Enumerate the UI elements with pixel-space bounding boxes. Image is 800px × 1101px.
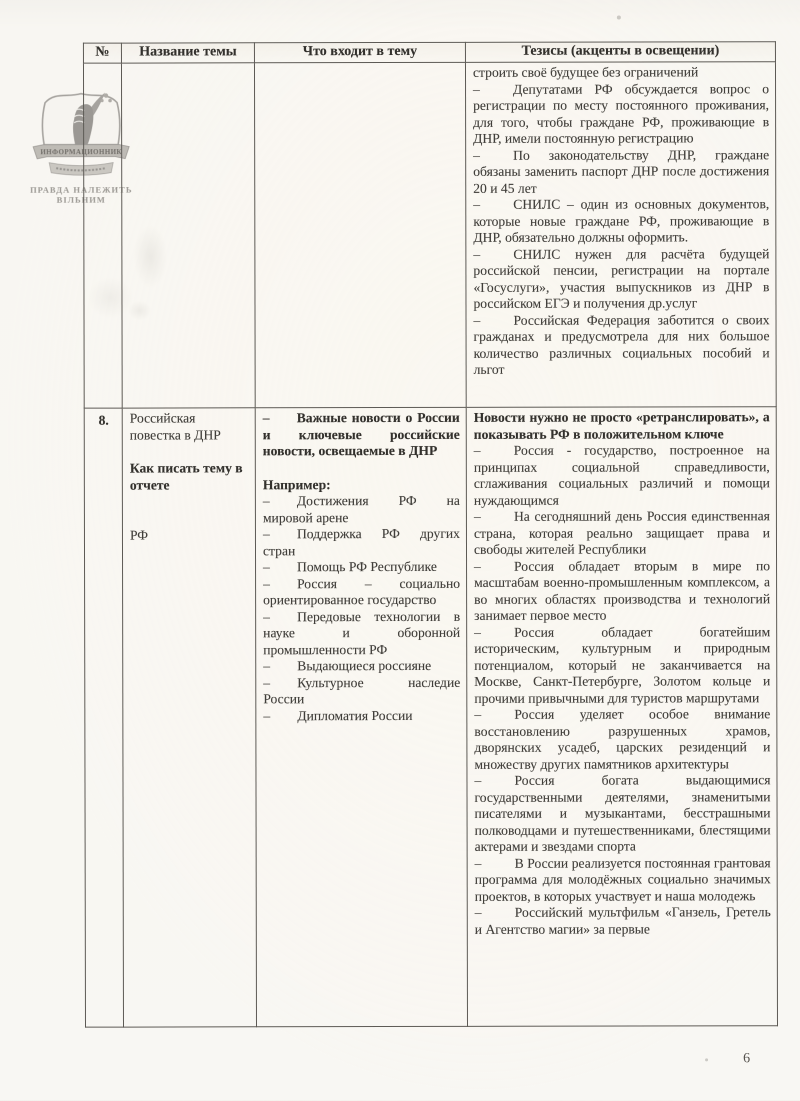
dash-bullet: – xyxy=(474,855,482,871)
dash-bullet: – xyxy=(263,674,271,690)
paragraph xyxy=(263,658,460,675)
dash-bullet: – xyxy=(262,493,270,509)
paragraph-text: РФ xyxy=(129,527,149,543)
paragraph-text: По законодательству ДНР, граждане обязаны заменить паспорт ДНР после достижения 20 и 45 лет xyxy=(473,146,770,196)
spacer xyxy=(263,459,460,476)
paragraph-text: СНИЛС – один из основных документов, которые новые граждане РФ, проживающие в ДНР, обязательно должны оформить. xyxy=(473,196,770,245)
paragraph xyxy=(263,410,460,460)
dash-bullet: – xyxy=(474,772,482,788)
paragraph xyxy=(474,624,770,707)
cell-number: 8. xyxy=(84,408,123,1027)
cell-topic-contents xyxy=(255,407,467,1026)
paragraph-text: Поддержка РФ других стран xyxy=(262,525,460,558)
paragraph xyxy=(263,674,460,707)
paragraph-text: Дипломатия России xyxy=(297,707,413,723)
scan-speck xyxy=(617,16,621,20)
paragraph-text: Россия – социально ориентированное государство xyxy=(263,575,461,608)
paragraph xyxy=(263,707,460,724)
dash-bullet: – xyxy=(474,558,481,574)
paragraph-text: Россия - государство, построенное на принципах социальной справедливости, сглаживания социальных различий и помощи нуждающимся xyxy=(473,442,770,508)
paragraph xyxy=(474,409,770,443)
dash-bullet: – xyxy=(473,312,481,328)
paragraph-text: Россия уделяет особое внимание восстановлению разрушенных храмов, дворянских усадеб, царских резиденций и множеству других памятников архитектуры xyxy=(474,706,771,772)
paragraph xyxy=(475,904,771,938)
table-row xyxy=(84,407,777,1027)
header-number: № xyxy=(83,43,121,63)
dash-bullet: – xyxy=(474,624,481,640)
paragraph xyxy=(473,64,769,81)
paragraph xyxy=(473,246,769,313)
paragraph xyxy=(473,147,769,197)
dash-bullet: – xyxy=(473,442,481,458)
cell-theses xyxy=(465,62,776,408)
header-topic-contents: Что входит в тему xyxy=(254,42,465,62)
table-body xyxy=(83,62,777,1027)
paragraph-text: Новости нужно не просто «ретранслировать», а показывать РФ в положительном ключе xyxy=(473,409,770,442)
paragraph xyxy=(130,460,249,493)
paragraph-text: Россия обладает богатейшим историческим, культурным и природным потенциалом, который не заканчивается на Москве, Санкт-Петербурге, Золотом кольце и прочими привычными для туристов маршрутами xyxy=(474,623,771,706)
header-theses: Тезисы (акценты в освещении) xyxy=(465,42,775,63)
header-topic-name: Название темы xyxy=(121,43,254,63)
paragraph xyxy=(263,493,460,526)
page-number: 6 xyxy=(743,1051,751,1067)
dash-bullet: – xyxy=(262,410,270,426)
paragraph xyxy=(130,410,249,443)
paragraph xyxy=(263,476,460,493)
paragraph xyxy=(263,559,460,576)
dash-bullet: – xyxy=(262,526,270,542)
paragraph xyxy=(474,508,770,558)
dash-bullet: – xyxy=(473,196,481,212)
table-header-row xyxy=(83,42,775,63)
paragraph-text: строить своё будущее без ограничений xyxy=(472,64,699,80)
dash-bullet: – xyxy=(263,575,270,591)
paragraph xyxy=(473,81,769,148)
paragraph-text: Достижения РФ на мировой арене xyxy=(262,492,460,525)
spacer xyxy=(130,510,249,527)
paragraph xyxy=(474,442,770,509)
paragraph-text: На сегодняшний день Россия единственная страна, которая реально защищает права и свободы жителей Республики xyxy=(473,508,770,557)
paragraph xyxy=(130,527,249,544)
cell-topic-contents xyxy=(254,62,466,407)
dash-bullet: – xyxy=(263,608,270,624)
spacer xyxy=(130,493,249,510)
paragraph-text: Культурное наследие России xyxy=(263,674,461,707)
paragraph-text: Передовые технологии в науке и оборонной промышленности РФ xyxy=(263,608,461,657)
cell-number xyxy=(83,63,122,408)
paragraph xyxy=(474,706,770,773)
cell-topic-name xyxy=(121,63,255,408)
dash-bullet: – xyxy=(263,658,271,674)
paragraph-text: Российский мультфильм «Ганзель, Гретель и Агентство магии» за первые xyxy=(474,904,771,937)
paragraph xyxy=(474,558,770,625)
paragraph-text: Помощь РФ Республике xyxy=(297,558,437,575)
cell-theses xyxy=(466,407,777,1027)
scan-speck xyxy=(705,1058,708,1061)
paragraph-text: Российская Федерация заботится о своих гражданах и предусмотрела для них большое количество различных социальных пособий и льгот xyxy=(473,311,770,377)
paragraph-text: Россия обладает вторым в мире по масштабам военно-промышленным комплексом, а во многих областях производства и технологий занимает первое место xyxy=(474,557,771,623)
dash-bullet: – xyxy=(263,559,270,575)
paragraph-text: В России реализуется постоянная грантовая программа для молодёжных социально значимых проектов, в которых участвует и наша молодежь xyxy=(474,854,771,904)
paragraph-text: Выдающиеся россияне xyxy=(297,657,432,674)
dash-bullet: – xyxy=(474,904,482,920)
dash-bullet: – xyxy=(473,508,481,524)
paragraph xyxy=(474,772,770,855)
paragraph-text: Россия богата выдающимися государственными деятелями, знаменитыми писателями и музыкантами, бесстрашными полководцами и путешественниками, блестящими актерами и звездами спорта xyxy=(474,772,771,854)
paragraph-text: Депутатами РФ обсуждается вопрос о регистрации по месту постоянного проживания, для того, чтобы граждане РФ, проживающие в ДНР, имели постоянную регистрацию xyxy=(473,80,770,146)
paragraph xyxy=(474,312,770,379)
dash-bullet: – xyxy=(263,707,271,723)
paragraph xyxy=(263,608,460,658)
cell-topic-name xyxy=(122,408,256,1027)
paragraph xyxy=(263,526,460,559)
topics-table xyxy=(83,41,778,1027)
dash-bullet: – xyxy=(473,147,480,163)
paragraph-text: Важные новости о России и ключевые российские новости, освещаемые в ДНР xyxy=(262,409,460,459)
paragraph-text: СНИЛС нужен для расчёта будущей российской пенсии, регистрации на портале «Госуслуги», участия выпускников из ДНР в российском ЕГЭ и получения др.услуг xyxy=(473,245,770,311)
stamp-ribbon-text: ИНФОРМАЦИОННИК xyxy=(40,148,122,157)
paragraph xyxy=(473,196,769,246)
paragraph-text: Например: xyxy=(262,476,331,492)
spacer xyxy=(130,443,249,460)
paragraph-text: Как писать тему в отчете xyxy=(129,460,243,493)
stamp-motto-line2: ВІЛЬНИМ xyxy=(56,194,106,205)
paragraph xyxy=(263,575,460,608)
stamp-motto-line1: ПРАВДА НАЛЕЖИТЬ xyxy=(30,184,133,195)
dash-bullet: – xyxy=(474,706,482,722)
dash-bullet: – xyxy=(473,81,480,97)
paragraph-text: Российская повестка в ДНР xyxy=(129,410,221,443)
table-row xyxy=(83,62,776,408)
paragraph xyxy=(475,855,771,905)
dash-bullet: – xyxy=(473,246,481,262)
